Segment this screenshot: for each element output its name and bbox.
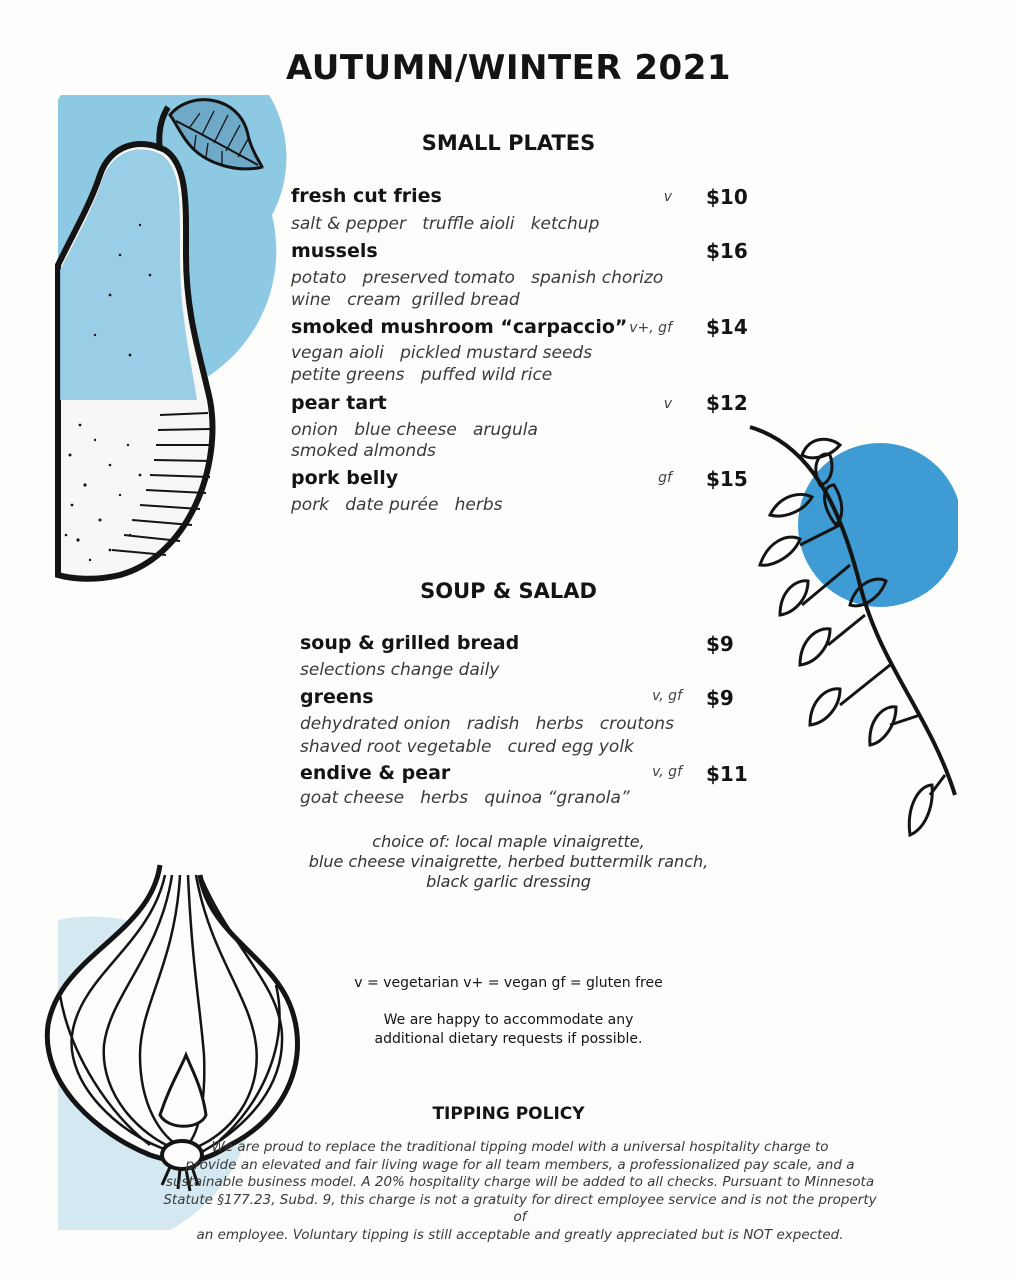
menu-item-name: fresh cut fries: [291, 185, 442, 207]
menu-item-price: $10: [706, 185, 748, 209]
diet-tag: v: [663, 396, 672, 412]
menu-item-desc: onion blue cheese arugula: [291, 420, 538, 440]
menu-item-price: $9: [706, 686, 734, 710]
tipping-line: Statute §177.23, Subd. 9, this charge is not a gratuity for direct employee service and is not the property of: [163, 1191, 877, 1225]
menu-item-price: $15: [706, 467, 748, 491]
menu-item-name: soup & grilled bread: [300, 632, 520, 654]
diet-tag: v: [663, 189, 672, 205]
accommodation-line: We are happy to accommodate any: [383, 1012, 634, 1028]
tipping-policy-text: [160, 1139, 880, 1244]
menu-item-name: endive & pear: [300, 762, 451, 784]
menu-item-name: greens: [300, 686, 374, 708]
menu-item-desc: smoked almonds: [291, 441, 436, 461]
pear-illustration: [0, 95, 300, 595]
menu-item-desc: pork date purée herbs: [291, 495, 503, 515]
menu-item-desc: selections change daily: [300, 660, 500, 680]
menu-item-name: mussels: [291, 240, 378, 262]
small-plates-heading: SMALL PLATES: [421, 131, 596, 155]
dressing-line: black garlic dressing: [426, 872, 591, 891]
menu-item-price: $11: [706, 762, 748, 786]
diet-tag: v, gf: [652, 688, 682, 704]
menu-item-price: $14: [706, 315, 748, 339]
menu-item-desc: shaved root vegetable cured egg yolk: [300, 737, 634, 757]
diet-tag: v, gf: [652, 764, 682, 780]
tipping-line: sustainable business model. A 20% hospitality charge will be added to all checks. Pursuant to Minnesota: [165, 1174, 875, 1190]
menu-item-desc: vegan aioli pickled mustard seeds: [291, 343, 593, 363]
menu-item-name: pear tart: [291, 392, 387, 414]
diet-tag: gf: [658, 470, 672, 486]
menu-item-price: $9: [706, 632, 734, 656]
accommodation-line: additional dietary requests if possible.: [374, 1031, 643, 1047]
menu-item-desc: wine cream grilled bread: [291, 290, 520, 310]
diet-tag: v+, gf: [629, 320, 672, 336]
menu-item-desc: potato preserved tomato spanish chorizo: [291, 268, 664, 288]
menu-title: AUTUMN/WINTER 2021: [285, 48, 732, 88]
dietary-accommodation-note: [0, 1011, 1017, 1049]
menu-item-desc: dehydrated onion radish herbs croutons: [300, 714, 674, 734]
tipping-line: We are proud to replace the traditional tipping model with a universal hospitality charge to: [211, 1139, 829, 1155]
dressing-line: choice of: local maple vinaigrette,: [372, 832, 645, 851]
menu-item-name: pork belly: [291, 467, 399, 489]
dressing-choices: [0, 832, 1017, 892]
soup-salad-heading: SOUP & SALAD: [420, 579, 597, 603]
menu-item-price: $16: [706, 239, 748, 263]
menu-item-desc: goat cheese herbs quinoa “granola”: [300, 788, 630, 808]
menu-item-name: smoked mushroom “carpaccio”: [291, 316, 628, 338]
menu-item-price: $12: [706, 391, 748, 415]
tipping-line: provide an elevated and fair living wage for all team members, a professionalized pay scale, and a: [185, 1156, 855, 1173]
branch-illustration: [740, 415, 970, 885]
menu-item-desc: salt & pepper truffle aioli ketchup: [291, 214, 600, 234]
tipping-policy-heading: TIPPING POLICY: [432, 1104, 585, 1124]
dressing-line: blue cheese vinaigrette, herbed buttermilk ranch,: [308, 852, 709, 871]
tipping-line: an employee. Voluntary tipping is still acceptable and greatly appreciated but is NOT expected.: [196, 1226, 844, 1243]
diet-legend: v = vegetarian v+ = vegan gf = gluten free: [354, 975, 663, 991]
menu-item-desc: petite greens puffed wild rice: [291, 365, 553, 385]
